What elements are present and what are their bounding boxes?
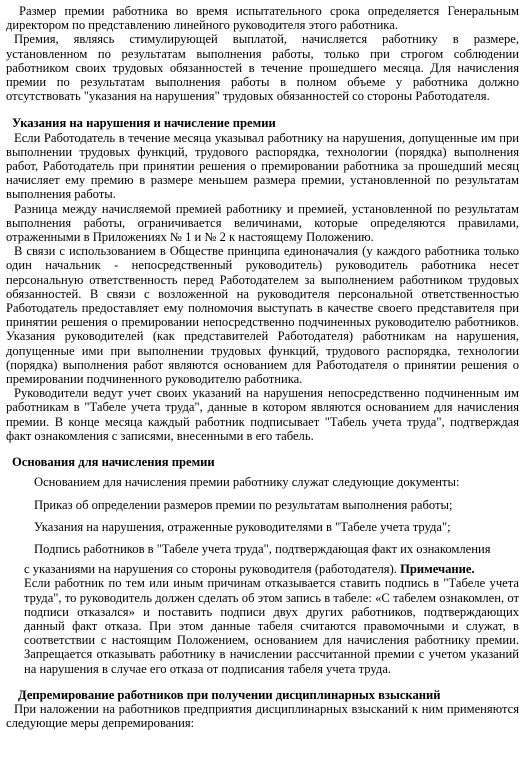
section1-paragraph-1: Если Работодатель в течение месяца указывал работнику на нарушения, допущенные им при выполнении трудовых функций, трудового распорядка, технологии (порядка) выполнения работ, Работодатель при принятии решения о премировании работника за прошедший месяц начисляет ему премию в размере меньшем размера премии, установленной по результатам выполнения работы. — [6, 130, 519, 202]
grounds-list — [6, 475, 519, 556]
section-heading-depremiation: Депремирование работников при получении дисциплинарных взысканий — [18, 687, 441, 702]
section1-paragraph-2: Разница между начисляемой премией работнику и премией, установленной по результатам выполнения работы, ограничивается величинами, которые определяются правилами, отраженными в Приложениях № 1 и № 2 к настоящему Положению. — [6, 201, 519, 245]
grounds-continuation — [6, 562, 519, 576]
section1-paragraph-3: В связи с использованием в Обществе принципа единоначалия (у каждого работника только один начальник - непосредственный руководитель) руководитель работника несет персональную ответственность перед Работодателем за выполнением работником трудовых обязанностей. В связи с возложенной на руководителя персональной ответственностью Работодатель предоставляет ему полномочия выступать в качестве своего представителя при принятии решения о премировании непосредственно подчиненных руководителю работников. Указания руководителей (как представителей Работодателя) работникам на нарушения, допущенные ими при выполнении трудовых функций, трудового распорядка, технологии (порядка) выполнения работ являются основанием для Работодателя о принятии решения о премировании подчиненного руководителю работника. — [6, 244, 519, 387]
note-paragraph: Если работник по тем или иным причинам отказывается ставить подпись в "Табеле учета труда", то руководитель должен сделать об этом запись в табеле: «С табелем ознакомлен, от подписи отказался» и поставить подписи двух других работников, подтверждающих данный факт отказа. При этом данные табеля считаются правомочными и служат, в соответствии с настоящим Положением, основанием для начисления работнику премии. Запрещается отказывать работнику в начислении рассчитанной премии с учетом указаний на нарушения в случае его отказа от подписания табеля учета труда. — [24, 576, 519, 676]
note-label: Примечание. — [400, 562, 475, 577]
grounds-item-2: Указания на нарушения, отраженные руководителями в "Табеле учета труда"; — [34, 519, 451, 534]
section1-paragraph-4: Руководители ведут учет своих указаний на нарушения непосредственно подчиненным им работникам в "Табеле учета труда", данные в котором являются основанием для начисления премии. В конце месяца каждый работник подписывает "Табель учета труда", подтверждая факт ознакомления с записями, внесенными в его табель. — [6, 386, 519, 443]
grounds-continuation-text: с указаниями на нарушения со стороны руководителя (работодателя). — [24, 562, 397, 577]
grounds-lead: Основанием для начисления премии работнику служат следующие документы: — [34, 475, 460, 490]
intro-paragraph-1: Размер премии работника во время испытательного срока определяется Генеральным директором по представлению линейного руководителя этого работника. — [6, 4, 519, 33]
section-heading-violations: Указания на нарушения и начисление премии — [12, 116, 276, 131]
section-heading-grounds: Основания для начисления премии — [12, 455, 215, 470]
grounds-item-1: Приказ об определении размеров премии по результатам выполнения работы; — [34, 497, 453, 512]
grounds-item-3: Подпись работников в "Табеле учета труда", подтверждающая факт их ознакомления — [34, 541, 491, 556]
intro-paragraph-2: Премия, являясь стимулирующей выплатой, начисляется работнику в размере, установленном по результатам выполнения работы, только при строгом соблюдении работником своих трудовых обязанностей в течение прошедшего месяца. Для начисления премии по результатам выполнения работы в полном объеме у работника должно отсутствовать "указания на нарушения" трудовых обязанностей со стороны Работодателя. — [6, 32, 519, 104]
section3-paragraph-1: При наложении на работников предприятия дисциплинарных взысканий к ним применяются следующие меры депремирования: — [6, 701, 519, 731]
